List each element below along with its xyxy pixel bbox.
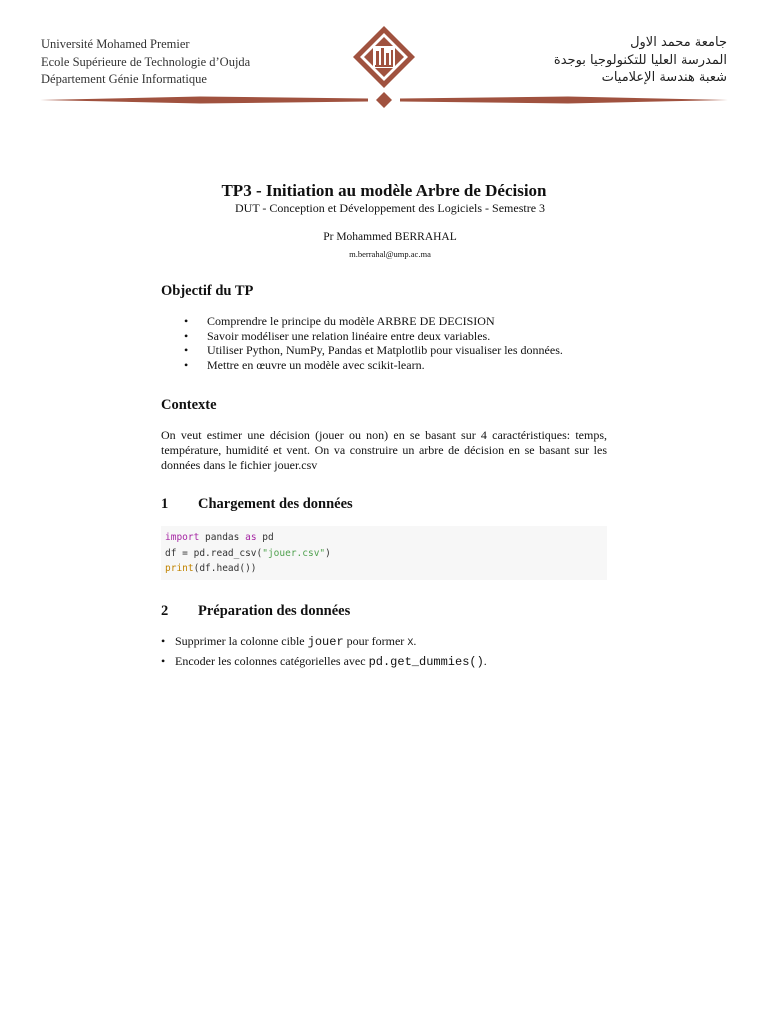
- university-line-ar: جامعة محمد الاول: [630, 35, 727, 50]
- list-item: • Utiliser Python, NumPy, Pandas et Matplotlib pour visualiser les données.: [161, 343, 563, 358]
- author-email: m.berrahal@ump.ac.ma: [349, 249, 431, 259]
- code-token: pd: [256, 532, 274, 543]
- institution-name-latin: [41, 36, 250, 89]
- decorative-band: [0, 88, 768, 112]
- university-line: Université Mohamed Premier: [41, 37, 190, 51]
- university-logo-icon: [351, 24, 417, 90]
- department-line: Département Génie Informatique: [41, 72, 207, 86]
- section2-heading: [161, 603, 350, 620]
- school-line-ar: المدرسة العليا للتكنولوجيا بوجدة: [553, 52, 727, 68]
- list-item: [161, 653, 487, 671]
- inline-code: pd.get_dummies(): [368, 654, 484, 669]
- inline-code: jouer: [307, 635, 344, 649]
- preparation-list: [161, 633, 487, 670]
- contexte-paragraph: On veut estimer une décision (jouer ou non) en se basant sur 4 caractéristiques: temps, température, humidité et vent. On va construire un arbre de décision en se basant sur les données dans le fichier jouer.csv: [161, 428, 607, 472]
- list-item: • Comprendre le principe du modèle ARBRE DE DECISION: [161, 314, 563, 329]
- institution-name-arabic: [554, 34, 727, 87]
- item-text: Supprimer la colonne cible: [175, 634, 308, 648]
- list-item: • Savoir modéliser une relation linéaire entre deux variables.: [161, 329, 563, 344]
- item-text: pour former: [343, 634, 408, 648]
- inline-code: X: [407, 638, 414, 649]
- list-item: • Mettre en œuvre un modèle avec scikit-learn.: [161, 358, 563, 373]
- section-number: 1: [161, 496, 169, 512]
- section-title: Préparation des données: [198, 603, 351, 619]
- doc-subtitle: DUT - Conception et Développement des Logiciels - Semestre 3: [234, 201, 546, 215]
- code-string: "jouer.csv": [262, 547, 326, 559]
- item-text: .: [483, 653, 487, 668]
- code-keyword: as: [245, 532, 257, 543]
- list-item: [161, 633, 487, 653]
- section1-heading: [161, 496, 353, 513]
- code-token: ): [325, 547, 331, 559]
- doc-title: TP3 - Initiation au modèle Arbre de Décision: [221, 181, 547, 200]
- item-text: .: [413, 634, 417, 648]
- contexte-heading: Contexte: [161, 397, 217, 413]
- code-token: pandas: [199, 532, 246, 543]
- school-line: Ecole Supérieure de Technologie d’Oujda: [41, 54, 251, 69]
- code-token: df = pd.read_csv(: [165, 547, 263, 559]
- code-keyword: import: [165, 532, 200, 543]
- objectif-list: [161, 314, 563, 372]
- doc-author: Pr Mohammed BERRAHAL: [323, 231, 457, 243]
- code-token: (df.head()): [193, 563, 257, 574]
- letterhead: [0, 0, 768, 120]
- department-line-ar: شعبة هندسة الإعلاميات: [601, 70, 727, 85]
- item-text: Encoder les colonnes catégorielles avec: [175, 653, 369, 668]
- code-block: [161, 526, 607, 580]
- code-builtin: print: [165, 563, 194, 574]
- section-title: Chargement des données: [198, 496, 353, 512]
- objectif-heading: Objectif du TP: [161, 283, 254, 299]
- section-number: 2: [161, 603, 169, 619]
